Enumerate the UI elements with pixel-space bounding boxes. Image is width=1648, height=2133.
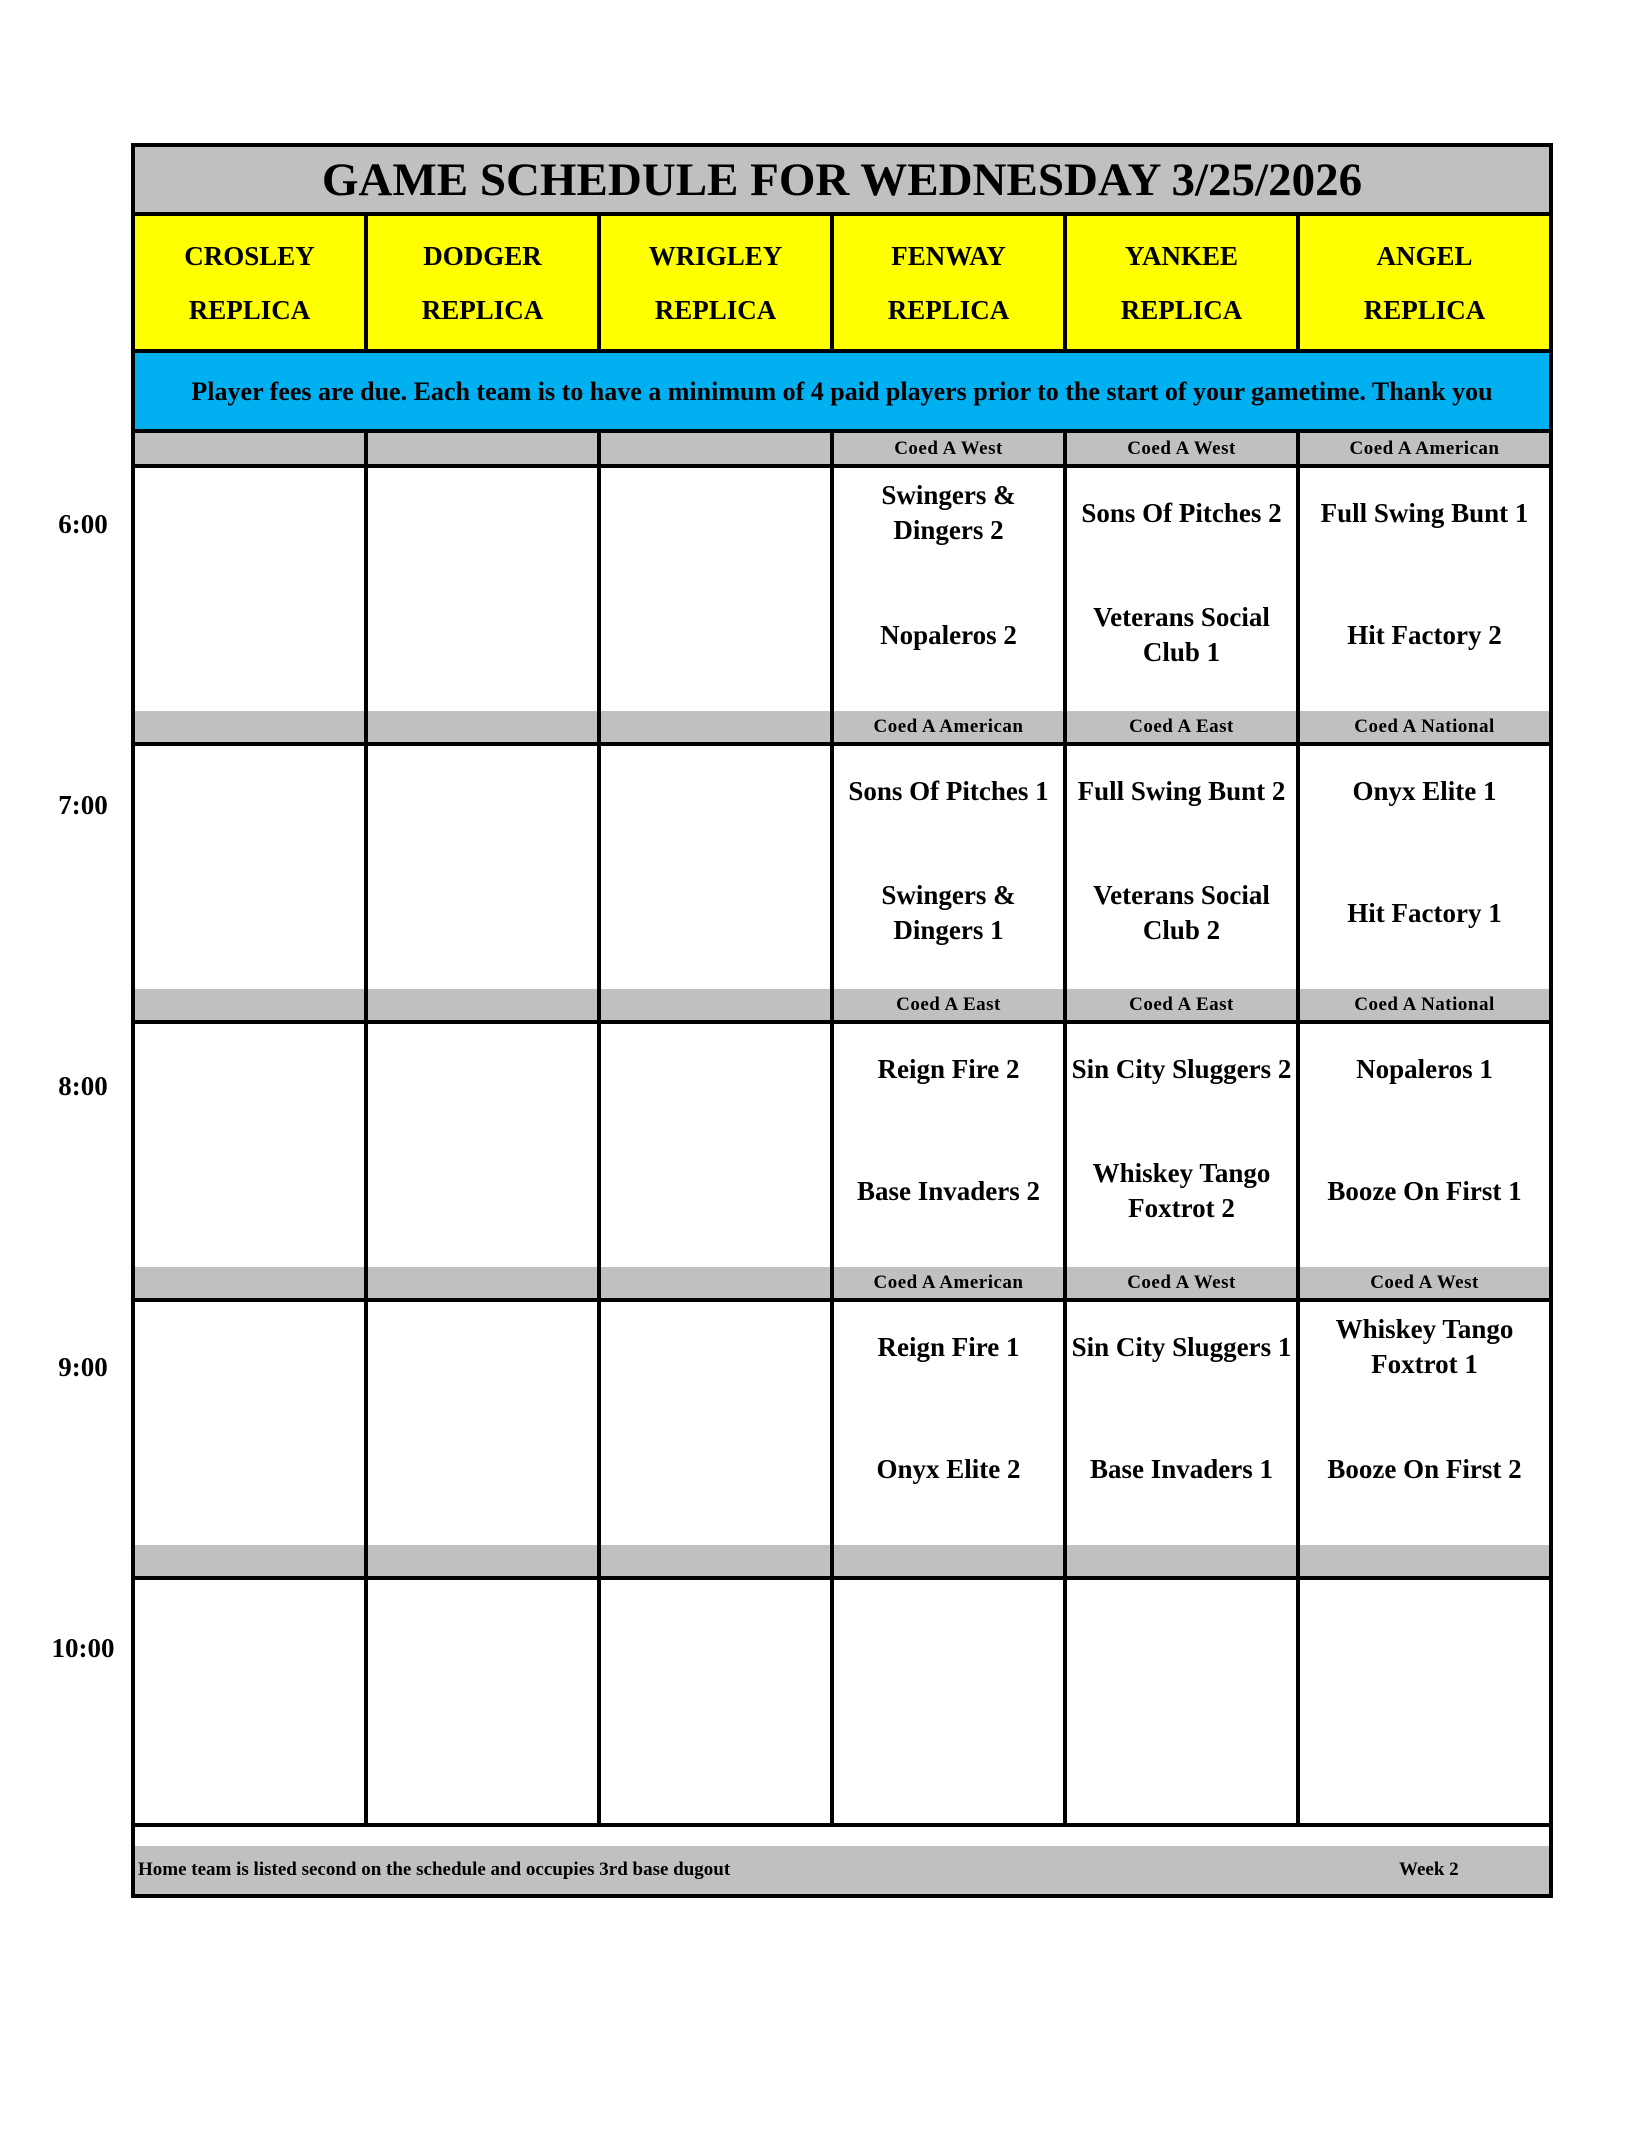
game-cell	[601, 1302, 834, 1549]
away-team	[368, 468, 597, 558]
division-label	[601, 711, 834, 746]
home-team	[834, 1702, 1063, 1792]
field-header	[601, 216, 834, 353]
away-team: Onyx Elite 1	[1352, 775, 1497, 806]
home-team	[368, 868, 597, 958]
away-team	[135, 1024, 364, 1114]
away-team: Nopaleros 1	[1356, 1053, 1493, 1084]
footer-bar	[135, 1846, 1549, 1894]
home-team	[601, 1702, 830, 1792]
field-header	[834, 216, 1067, 353]
home-team: Whiskey Tango Foxtrot 2	[1092, 1158, 1271, 1223]
home-team: Booze On First 1	[1327, 1175, 1522, 1206]
time-label: 9:00	[58, 1352, 108, 1382]
division-label: Coed A West	[834, 433, 1067, 468]
division-label	[135, 1545, 368, 1580]
away-team	[368, 1580, 597, 1670]
away-team	[135, 468, 364, 558]
away-team	[834, 1580, 1063, 1670]
away-team	[368, 746, 597, 836]
field-name: DODGER	[423, 240, 542, 271]
division-label: Coed A East	[1067, 711, 1300, 746]
field-subtitle: REPLICA	[887, 294, 1010, 325]
field-header	[1067, 216, 1300, 353]
field-name: CROSLEY	[184, 240, 315, 271]
away-team: Sin City Sluggers 2	[1071, 1053, 1292, 1084]
division-label: Coed A West	[1300, 1267, 1549, 1302]
game-cell	[1300, 1302, 1549, 1549]
field-header	[135, 216, 368, 353]
game-cell	[1300, 1024, 1549, 1271]
home-team: Nopaleros 2	[880, 619, 1017, 650]
division-label	[135, 1267, 368, 1302]
game-cell	[1300, 1580, 1549, 1827]
game-cell	[368, 1024, 601, 1271]
home-team	[601, 590, 830, 680]
game-cell	[135, 746, 368, 993]
home-team	[135, 868, 364, 958]
away-team	[1300, 1580, 1549, 1670]
away-team: Full Swing Bunt 2	[1077, 775, 1286, 806]
home-team: Hit Factory 2	[1347, 619, 1502, 650]
away-team: Swingers & Dingers 2	[881, 480, 1016, 545]
game-cell	[601, 1580, 834, 1827]
home-team	[1067, 1702, 1296, 1792]
player-fees-notice: Player fees are due. Each team is to have a minimum of 4 paid players prior to the start of your gametime. Thank you	[135, 353, 1549, 433]
time-label: 7:00	[58, 790, 108, 820]
away-team	[135, 1580, 364, 1670]
division-label: Coed A West	[1067, 433, 1300, 468]
away-team	[1067, 1580, 1296, 1670]
division-label	[368, 1267, 601, 1302]
game-cell	[368, 1580, 601, 1827]
home-team: Onyx Elite 2	[876, 1453, 1021, 1484]
home-team	[135, 1146, 364, 1236]
home-team	[135, 590, 364, 680]
division-label	[135, 433, 368, 468]
division-label: Coed A National	[1300, 989, 1549, 1024]
division-label	[601, 1545, 834, 1580]
division-label	[601, 989, 834, 1024]
home-team	[368, 590, 597, 680]
home-team: Veterans Social Club 1	[1093, 602, 1270, 667]
division-label	[368, 989, 601, 1024]
division-label	[135, 711, 368, 746]
division-label	[368, 433, 601, 468]
game-cell	[834, 1580, 1067, 1827]
away-team	[601, 1024, 830, 1114]
game-cell	[135, 1302, 368, 1549]
game-cell	[368, 746, 601, 993]
home-team	[135, 1424, 364, 1514]
field-name: YANKEE	[1124, 240, 1239, 271]
division-label	[601, 433, 834, 468]
division-label: Coed A American	[834, 1267, 1067, 1302]
division-label: Coed A East	[834, 989, 1067, 1024]
home-team-note: Home team is listed second on the schedule and occupies 3rd base dugout	[138, 1859, 731, 1880]
division-label	[834, 1545, 1067, 1580]
away-team: Sin City Sluggers 1	[1071, 1331, 1292, 1362]
away-team	[368, 1024, 597, 1114]
home-team	[601, 1146, 830, 1236]
game-cell	[368, 1302, 601, 1549]
away-team	[601, 1580, 830, 1670]
division-label: Coed A National	[1300, 711, 1549, 746]
away-team	[135, 1302, 364, 1392]
home-team: Booze On First 2	[1327, 1453, 1522, 1484]
field-subtitle: REPLICA	[1120, 294, 1243, 325]
home-team	[368, 1146, 597, 1236]
away-team: Reign Fire 1	[877, 1331, 1020, 1362]
away-team	[601, 1302, 830, 1392]
division-label	[1067, 1545, 1300, 1580]
game-cell	[1067, 746, 1300, 993]
division-label	[135, 989, 368, 1024]
away-team	[368, 1302, 597, 1392]
game-cell	[1300, 746, 1549, 993]
home-team	[368, 1424, 597, 1514]
field-subtitle: REPLICA	[188, 294, 311, 325]
home-team: Hit Factory 1	[1347, 897, 1502, 928]
away-team: Full Swing Bunt 1	[1320, 497, 1529, 528]
game-cell	[601, 746, 834, 993]
week-label: Week 2	[1399, 1859, 1459, 1880]
game-cell	[834, 746, 1067, 993]
away-team: Sons Of Pitches 1	[848, 775, 1049, 806]
division-label	[368, 1545, 601, 1580]
page-title: GAME SCHEDULE FOR WEDNESDAY 3/25/2026	[135, 147, 1549, 216]
game-cell	[1300, 468, 1549, 715]
field-subtitle: REPLICA	[1363, 294, 1486, 325]
division-label: Coed A American	[834, 711, 1067, 746]
game-cell	[601, 468, 834, 715]
game-cell	[601, 1024, 834, 1271]
field-subtitle: REPLICA	[654, 294, 777, 325]
division-label	[601, 1267, 834, 1302]
field-header	[368, 216, 601, 353]
division-label: Coed A American	[1300, 433, 1549, 468]
away-team: Whiskey Tango Foxtrot 1	[1335, 1314, 1514, 1379]
schedule-table	[131, 143, 1553, 1898]
field-name: WRIGLEY	[648, 240, 783, 271]
away-team	[601, 746, 830, 836]
field-header	[1300, 216, 1549, 353]
home-team: Base Invaders 1	[1089, 1453, 1273, 1484]
game-cell	[1067, 468, 1300, 715]
home-team	[601, 868, 830, 958]
away-team	[135, 746, 364, 836]
away-team: Reign Fire 2	[877, 1053, 1020, 1084]
game-cell	[1067, 1580, 1300, 1827]
home-team: Veterans Social Club 2	[1093, 880, 1270, 945]
away-team	[601, 468, 830, 558]
time-label: 6:00	[58, 509, 108, 539]
division-label: Coed A East	[1067, 989, 1300, 1024]
time-label: 10:00	[51, 1633, 115, 1663]
game-cell	[135, 468, 368, 715]
division-label: Coed A West	[1067, 1267, 1300, 1302]
game-cell	[1067, 1024, 1300, 1271]
field-name: FENWAY	[891, 240, 1006, 271]
field-subtitle: REPLICA	[421, 294, 544, 325]
field-name: ANGEL	[1376, 240, 1473, 271]
game-cell	[834, 1302, 1067, 1549]
home-team	[601, 1424, 830, 1514]
time-label: 8:00	[58, 1071, 108, 1101]
game-cell	[834, 1024, 1067, 1271]
home-team	[1300, 1702, 1549, 1792]
game-cell	[135, 1580, 368, 1827]
away-team: Sons Of Pitches 2	[1081, 497, 1282, 528]
game-cell	[368, 468, 601, 715]
game-cell	[1067, 1302, 1300, 1549]
division-label	[368, 711, 601, 746]
home-team	[368, 1702, 597, 1792]
home-team: Base Invaders 2	[856, 1175, 1040, 1206]
home-team	[135, 1702, 364, 1792]
game-cell	[834, 468, 1067, 715]
home-team: Swingers & Dingers 1	[881, 880, 1016, 945]
game-cell	[135, 1024, 368, 1271]
division-label	[1300, 1545, 1549, 1580]
